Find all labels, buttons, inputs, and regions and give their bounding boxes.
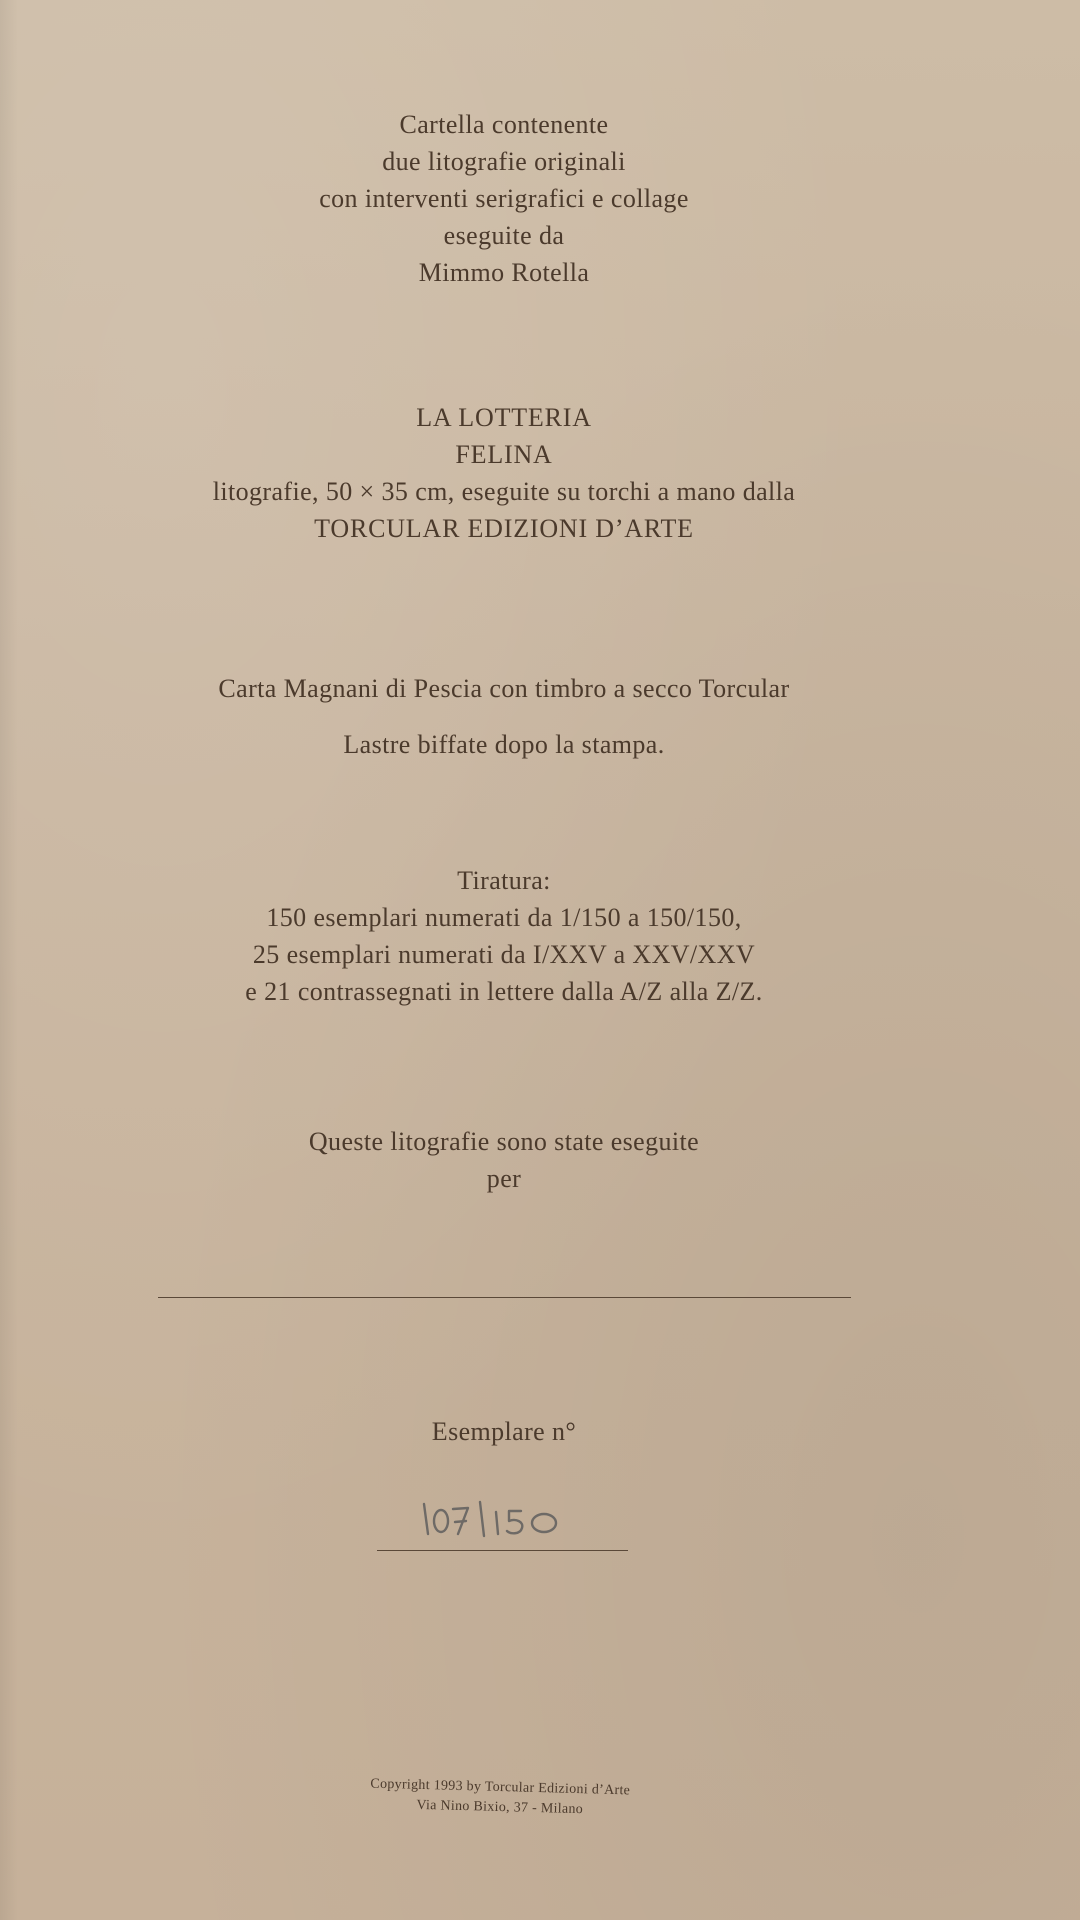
artist-name: Mimmo Rotella: [418, 258, 590, 287]
edition-block: [0, 862, 1008, 1010]
copy-number-line: [377, 1550, 628, 1551]
handwritten-copy-number: [420, 1494, 570, 1544]
dedication-line: Queste litografie sono state eseguite: [308, 1127, 700, 1156]
address-line: Via Nino Bixio, 37 - Milano: [416, 1797, 584, 1818]
edition-line: 150 esemplari numerati da 1/150 a 150/150,: [266, 903, 742, 932]
work-title-line1: LA LOTTERIA: [416, 403, 592, 432]
work-title-line2: FELINA: [455, 440, 553, 469]
edition-heading: Tiratura:: [457, 866, 551, 895]
intro-line: due litografie originali: [382, 147, 626, 176]
dedication-block: [0, 1123, 1008, 1197]
plates-line: Lastre biffate dopo la stampa.: [343, 730, 665, 759]
edition-line: e 21 contrassegnati in lettere dalla A/Z alla Z/Z.: [245, 977, 763, 1006]
printer-name: TORCULAR EDIZIONI D’ARTE: [314, 514, 694, 543]
intro-line: con interventi serigrafici e collage: [319, 184, 689, 213]
copyright-line: Copyright 1993 by Torcular Edizioni d’Arte: [370, 1776, 631, 1799]
dedication-signature-line: [158, 1297, 851, 1298]
copy-number-label: Esemplare n°: [431, 1417, 577, 1446]
title-block: [0, 399, 1008, 547]
dedication-per: per: [486, 1164, 522, 1193]
intro-line: eseguite da: [443, 221, 565, 250]
intro-line: Cartella contenente: [399, 110, 609, 139]
paper-block: [0, 661, 1008, 773]
paper-line: Carta Magnani di Pescia con timbro a secco Torcular: [218, 674, 790, 703]
footer-block: [330, 1774, 671, 1823]
copy-number-block: [0, 1413, 1008, 1450]
technique-line: litografie, 50 × 35 cm, eseguite su torchi a mano dalla: [212, 477, 796, 506]
edition-line: 25 esemplari numerati da I/XXV a XXV/XXV: [252, 940, 756, 969]
intro-block: [0, 106, 1008, 291]
